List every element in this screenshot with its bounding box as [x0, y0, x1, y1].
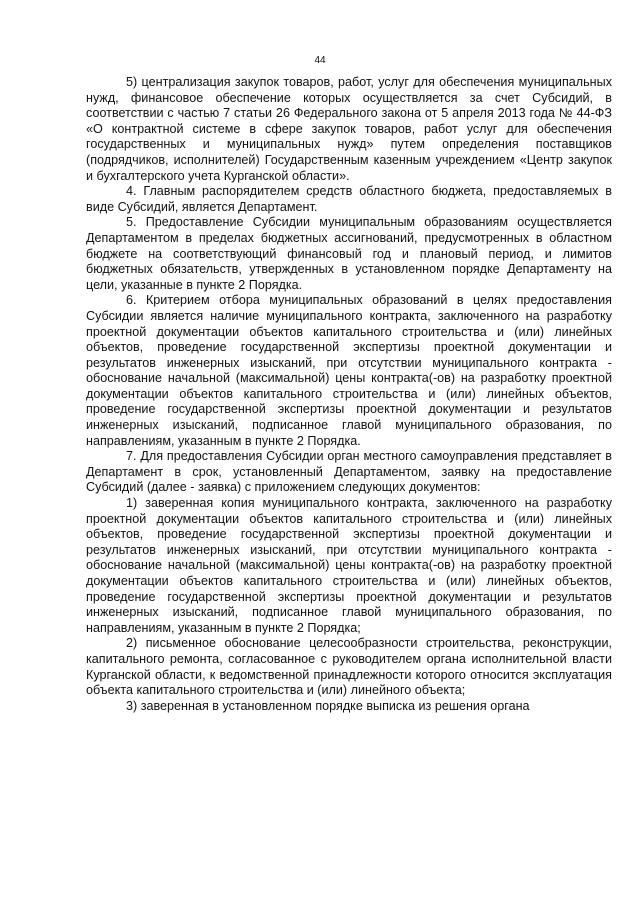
paragraph-7-application: 7. Для предоставления Субсидии орган местного самоуправления представляет в Департамент в срок, установленный Департаментом, заявку на предоставление Субсидий (далее - заявка) с приложением следующих документов:: [86, 449, 612, 495]
list-item-3-decision-extract: 3) заверенная в установленном порядке выписка из решения органа: [126, 698, 530, 713]
paragraph-6-selection-criterion: 6. Критерием отбора муниципальных образований в целях предоставления Субсидии является наличие муниципального контракта, заключенного на разработку проектной документации объектов капитального строительства и (или) линейных объектов, проведение государственной экспертизы проектной документации и результатов инженерных изысканий, при отсутствии муниципального контракта - обоснование начальной (максимальной) цены контракта(-ов) на разработку проектной документации объектов капитального строительства и (или) линейных объектов, проведение государственной экспертизы проектной документации и результатов инженерных изысканий, подписанное главой муниципального образования, по направлениям, указанным в пункте 2 Порядка.: [86, 293, 612, 448]
paragraph-5-subsidy-provision: 5. Предоставление Субсидии муниципальным образованиям осуществляется Департаментом в пределах бюджетных ассигнований, предусмотренных в областном бюджете на соответствующий финансовый год и плановый период, и лимитов бюджетных обязательств, утвержденных в установленном порядке Департаменту на цели, указанные в пункте 2 Порядка.: [86, 215, 612, 292]
document-body: [86, 75, 612, 714]
list-item-1-contract-copy: 1) заверенная копия муниципального контракта, заключенного на разработку проектной документации объектов капитального строительства и (или) линейных объектов, проведение государственной экспертизы проектной документации и результатов инженерных изысканий, при отсутствии муниципального контракта - обоснование начальной (максимальной) цены контракта(-ов) на разработку проектной документации объектов капитального строительства и (или) линейных объектов, проведение государственной экспертизы проектной документации и результатов инженерных изысканий, подписанное главой муниципального образования, по направлениям, указанным в пункте 2 Порядка;: [86, 496, 612, 635]
page-number: 44: [314, 55, 326, 66]
paragraph-4-chief-administrator: 4. Главным распорядителем средств областного бюджета, предоставляемых в виде Субсидий, является Департамент.: [86, 184, 612, 214]
paragraph-item-5-centralization: 5) централизация закупок товаров, работ, услуг для обеспечения муниципальных нужд, финансовое обеспечение которых осуществляется за счет Субсидий, в соответствии с частью 7 статьи 26 Федерального закона от 5 апреля 2013 года № 44-ФЗ «О контрактной системе в сфере закупок товаров, работ услуг для обеспечения государственных и муниципальных нужд» путем определения поставщиков (подрядчиков, исполнителей) Государственным казенным учреждением «Центр закупок и бухгалтерского учета Курганской области».: [86, 75, 612, 183]
list-item-2-justification: 2) письменное обоснование целесообразности строительства, реконструкции, капитального ремонта, согласованное с руководителем органа исполнительной власти Курганской области, к ведомственной принадлежности которого относится эксплуатация объекта капитального строительства и (или) линейного объекта;: [86, 636, 612, 698]
